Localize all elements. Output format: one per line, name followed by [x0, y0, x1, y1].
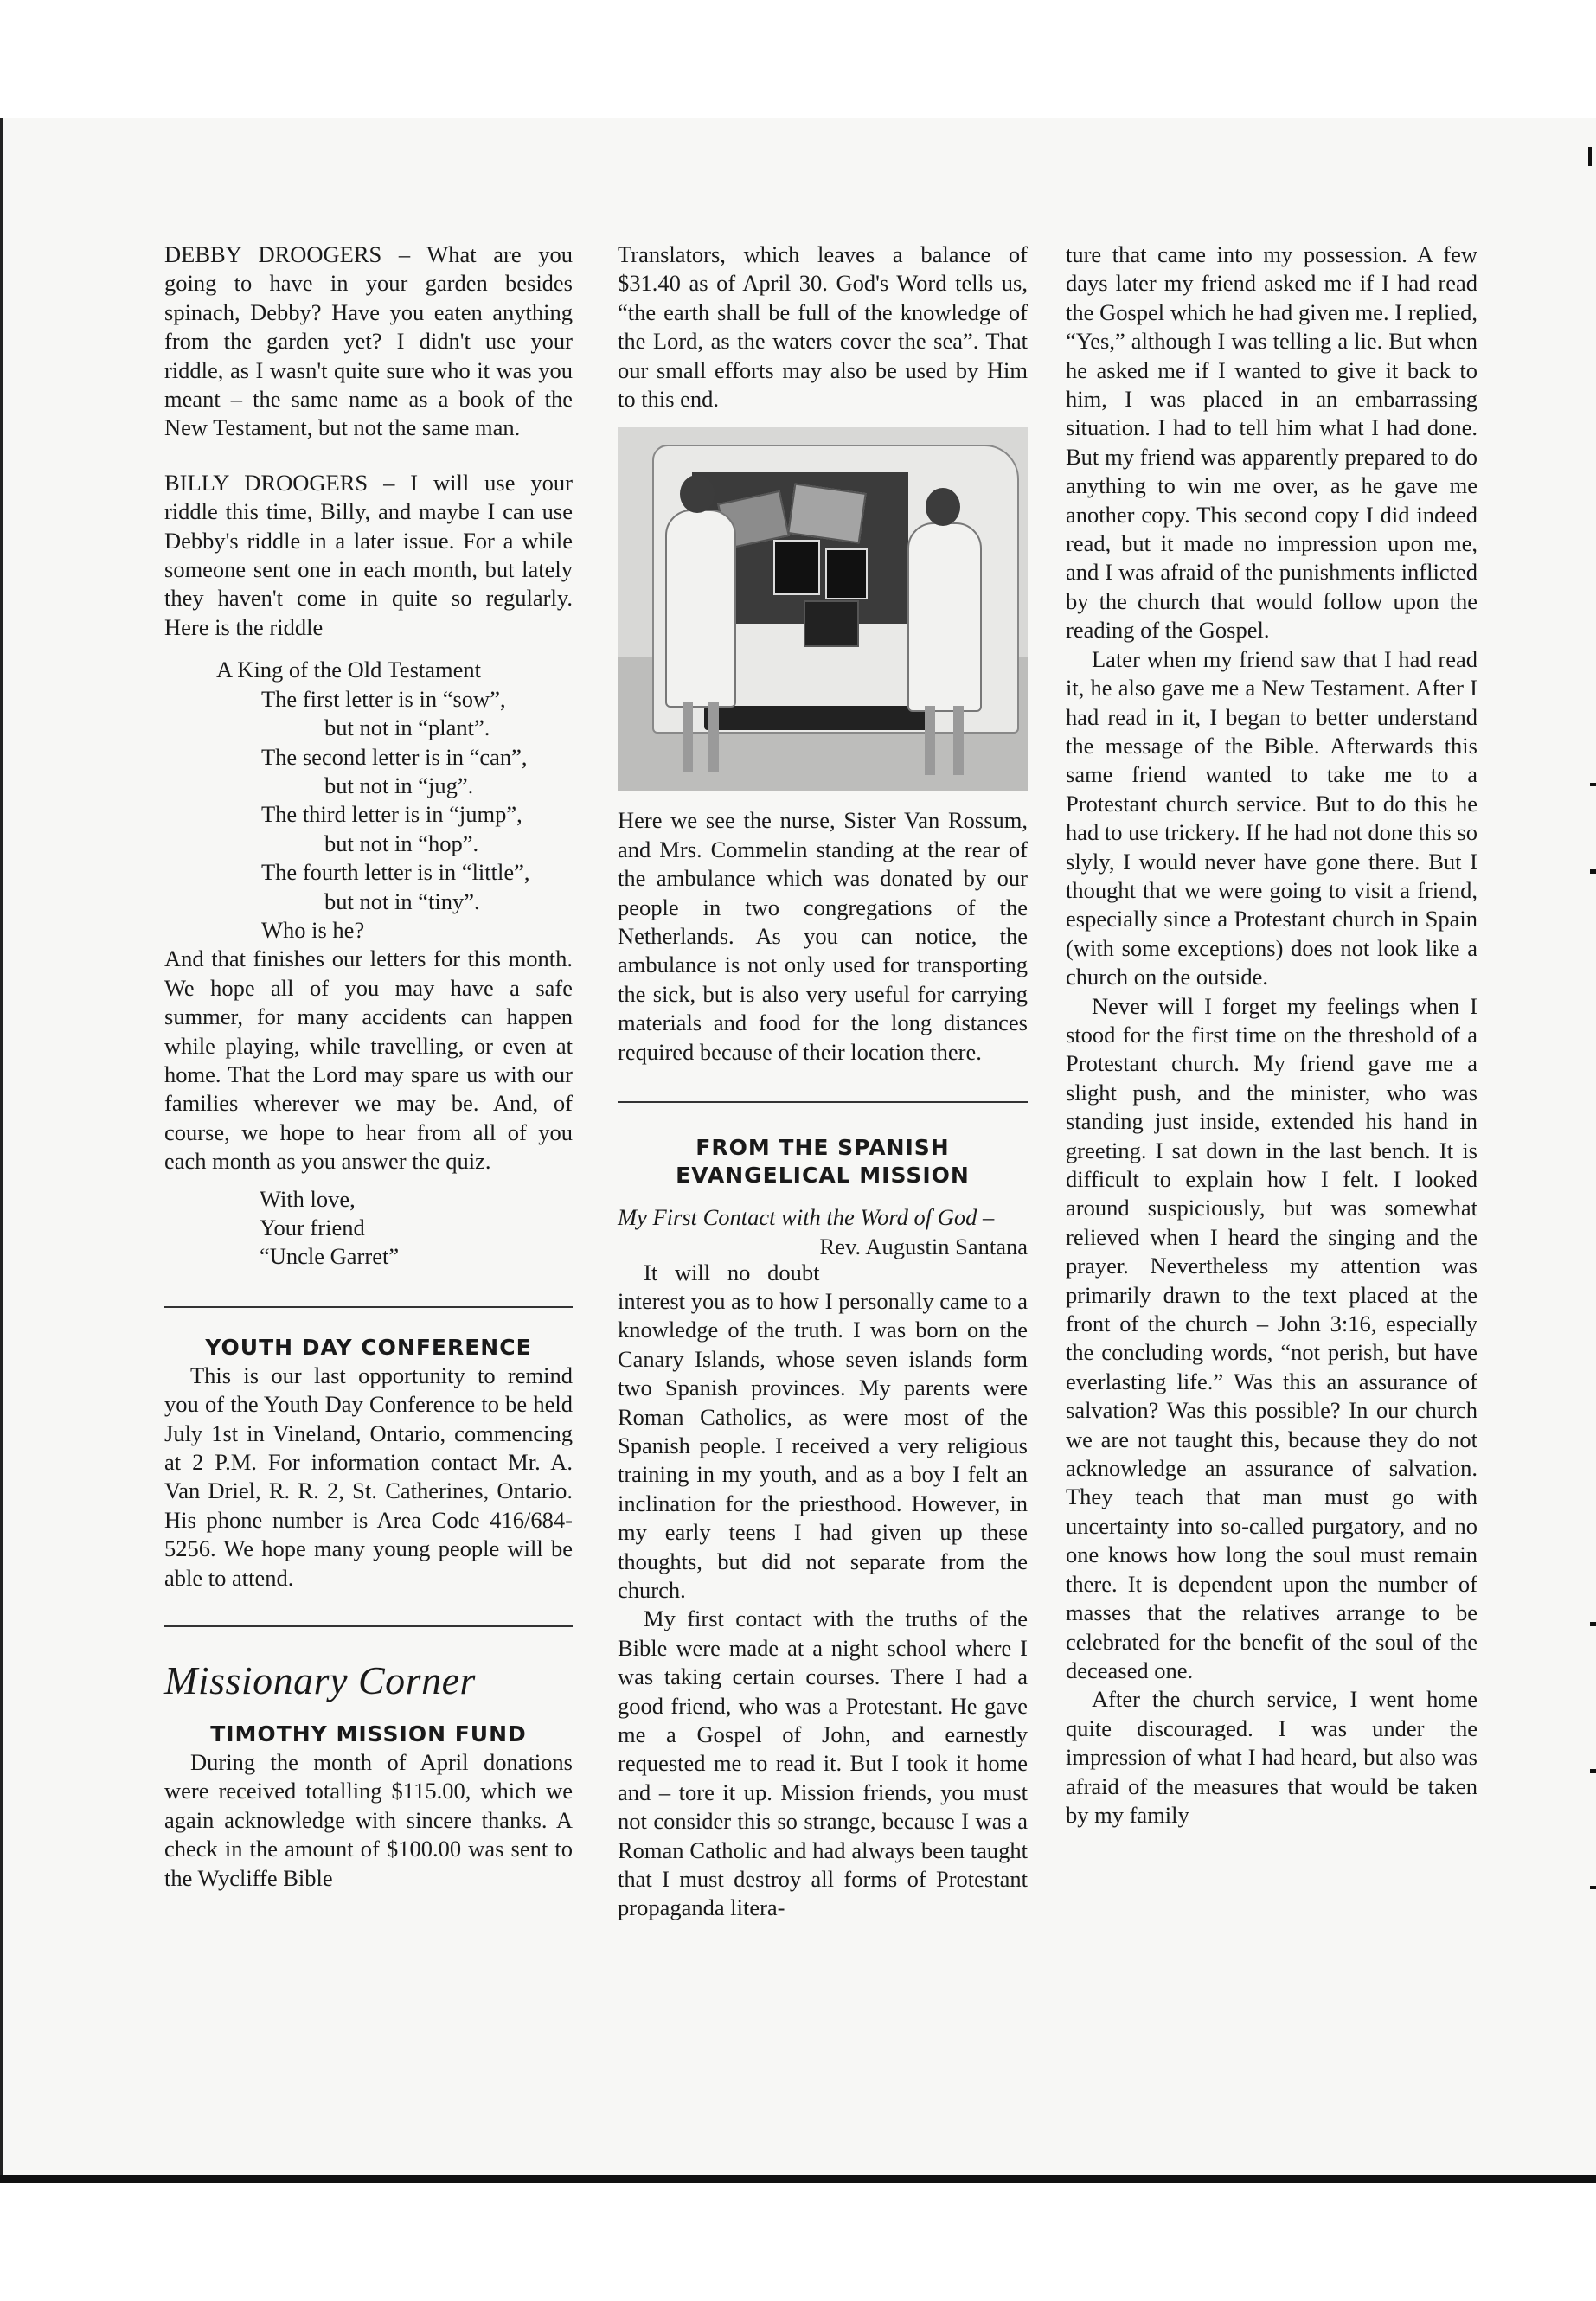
timothy-fund-text: During the month of April donations were received totalling $115.00, which we again acknowledge with sincere thanks. A check in the amount of $100.00 was sent to the Wycliffe Bible	[164, 1749, 573, 1891]
riddle-line: The first letter is in “sow”,	[261, 685, 506, 712]
column-middle	[618, 240, 1028, 1923]
article-paragraph: Never will I forget my feelings when I stood for the first time on the threshold of a Protestant church. My friend gave me a slight push, and the minister, who was standing just inside, extended his hand in greeting. I sat down in the last bench. It is difficult to explain how I felt. I looked around suspiciously, but was somewhat relieved when I heard the singing and the prayer. Nevertheless my attention was primarily drawn to the text placed at the front of the church – John 3:16, especially the concluding words, “not perish, but have everlasting life.” Was this an assurance of salvation? Was this possible? In our church we are not taught this, because they do not acknowledge an assurance of salvation. They teach that man must go with uncertainty into so-called purgatory, and no one knows how long the soul must remain there. It is dependent upon the number of masses that the relatives arrange to be celebrated for the benefit of the soul of the deceased one.	[1066, 992, 1477, 1683]
scan-edge-mark	[1590, 783, 1596, 786]
timothy-fund-continued: Translators, which leaves a balance of $31.40 as of April 30. God's Word tells us, “the earth shall be full of the knowledge of the Lord, as the waters cover the sea”. That our small efforts may also be used by Him to this end.	[618, 241, 1028, 413]
riddle-line: but not in “jug”.	[324, 772, 474, 798]
article-paragraph: Later when my friend saw that I had read it, he also gave me a New Testament. After I had read in it, I began to better understand the message of the Bible. Afterwards this same friend wanted to take me to a Protestant church service. But to do this he had to use trickery. If he had not done this so slyly, I would never have gone there. But I thought that we were going to visit a friend, especially since a Protestant church in Spain (with some exceptions) does not look like a church on the outside.	[1066, 645, 1477, 990]
scan-edge-mark	[1590, 1622, 1596, 1626]
scan-bottom-margin	[0, 2183, 1596, 2301]
article-paragraph: After the church service, I went home quite discouraged. I was under the impression of what I had heard, but also was afraid of the measures that would be taken by my family	[1066, 1686, 1477, 1828]
spanish-mission-heading-1: FROM THE SPANISH	[695, 1135, 950, 1161]
section-divider	[618, 1101, 1028, 1103]
youth-conference-text: This is our last opportunity to remind you of the Youth Day Conference to be held July 1st in Vineland, Ontario, commencing at 2 P.M. For information contact Mr. A. Van Driel, R. R. 2, St. Catherines, Ontario. His phone number is Area Code 416/684-5256. We hope many young people will be able to attend.	[164, 1362, 573, 1591]
article-paragraph: It will no doubt interest you as to how I personally came to a knowledge of the truth. I was born on the Canary Islands, whose seven islands form two Spanish provinces. My parents were Roman Catholics, as were most of the Spanish people. I received a very religious training in my youth, and as a boy I felt an inclination for the priesthood. However, in my early teens I had given up these thoughts, but did not separate from the church.	[618, 1259, 1028, 1603]
article-paragraph: ture that came into my possession. A few days later my friend asked me if I had read the Gospel which he had given me. I replied, “Yes,” although I was telling a lie. But when he asked me if I wanted to give it back to him, I was placed in an embarrassing situation. I had to tell him what I had done. But my friend was apparently prepared to do anything to win me over, as he gave me another copy. This second copy I did indeed read, but it made no impression upon me, and I was afraid of the punishments inflicted by the church that would follow upon the reading of the Gospel.	[1066, 241, 1477, 644]
timothy-fund-heading: TIMOTHY MISSION FUND	[210, 1721, 527, 1747]
woman-left	[665, 510, 736, 708]
letters-closing: And that finishes our letters for this month. We hope all of you may have a safe summer, for many accidents can happen while playing, while travelling, or even at home. That the Lord may spare us with our families wherever we may be. And, of course, we hope to hear from all of you each month as you answer the quiz.	[164, 945, 573, 1175]
photo-caption: Here we see the nurse, Sister Van Rossum, and Mrs. Commelin standing at the rear of the ambulance which was donated by our people in two congregations of the Netherlands. As you can notice, the ambulance is not only used for transporting the sick, but is also very useful for carrying materials and food for the long distances required because of their location there.	[618, 807, 1028, 1065]
cargo-box	[804, 600, 859, 647]
scan-bottom-edge	[0, 2175, 1596, 2183]
column-right	[1066, 240, 1477, 1830]
woman-left-leg	[708, 702, 719, 772]
signoff-love: With love,	[260, 1185, 356, 1212]
woman-right-leg	[953, 706, 964, 775]
scan-top-margin	[0, 0, 1596, 118]
cargo-box	[825, 548, 868, 599]
missionary-corner-heading: Missionary Corner	[164, 1658, 476, 1703]
section-divider	[164, 1625, 573, 1627]
riddle-heading: A King of the Old Testament	[216, 657, 482, 683]
cargo-box	[773, 540, 820, 595]
riddle-question: Who is he?	[261, 916, 365, 943]
signoff-name: “Uncle Garret”	[260, 1243, 400, 1270]
riddle-line: The fourth letter is in “little”,	[261, 859, 530, 886]
article-paragraph: My first contact with the truths of the Bible were made at a night school where I was taking certain courses. There I had a good friend, who was a Protestant. He gave me a Gospel of John, and earnestly requested me to read it. But I took it home and – tore it up. Mission friends, you must not consider this so strange, because I was a Roman Catholic and had always been taught that I must destroy all forms of Protestant propaganda litera-	[618, 1606, 1028, 1921]
article-author: Rev. Augustin Santana	[819, 1233, 1028, 1259]
section-divider	[164, 1306, 573, 1308]
riddle-line: but not in “plant”.	[324, 715, 490, 741]
article-byline	[618, 1203, 1028, 1259]
woman-left-leg	[683, 702, 693, 772]
scan-edge-mark	[1590, 1769, 1596, 1773]
column-left	[164, 240, 573, 1893]
riddle-line: but not in “hop”.	[324, 830, 479, 856]
spanish-mission-heading-2: EVANGELICAL MISSION	[676, 1163, 970, 1189]
signoff-friend: Your friend	[260, 1215, 365, 1240]
riddle-line: The third letter is in “jump”,	[261, 801, 522, 828]
scan-left-edge	[0, 118, 3, 2176]
riddle-block	[164, 656, 573, 945]
woman-right-leg	[925, 706, 935, 775]
article-title: My First Contact with the Word of God –	[618, 1204, 995, 1231]
van-bumper	[704, 706, 929, 730]
scan-edge-mark	[1590, 869, 1596, 874]
riddle-line: but not in “tiny”.	[324, 888, 480, 914]
letter-debby: DEBBY DROOGERS – What are you going to have in your garden besides spinach, Debby? Have you eaten anything from the garden yet? I didn't use your riddle, as I wasn't quite sure who it was you meant – the same name as a book of the New Testament, but not the same man.	[164, 241, 573, 441]
scan-edge-mark	[1588, 147, 1592, 166]
ambulance-photo	[618, 427, 1028, 791]
youth-conference-heading: YOUTH DAY CONFERENCE	[205, 1334, 532, 1360]
cargo-box	[787, 484, 866, 544]
riddle-line: The second letter is in “can”,	[261, 743, 528, 770]
letter-billy: BILLY DROOGERS – I will use your riddle this time, Billy, and maybe I can use Debby's riddle in a later issue. For a while someone sent one in each month, but lately they haven't come in quite so regularly. Here is the riddle	[164, 469, 573, 640]
scan-edge-mark	[1590, 1886, 1596, 1889]
woman-right	[907, 522, 982, 712]
